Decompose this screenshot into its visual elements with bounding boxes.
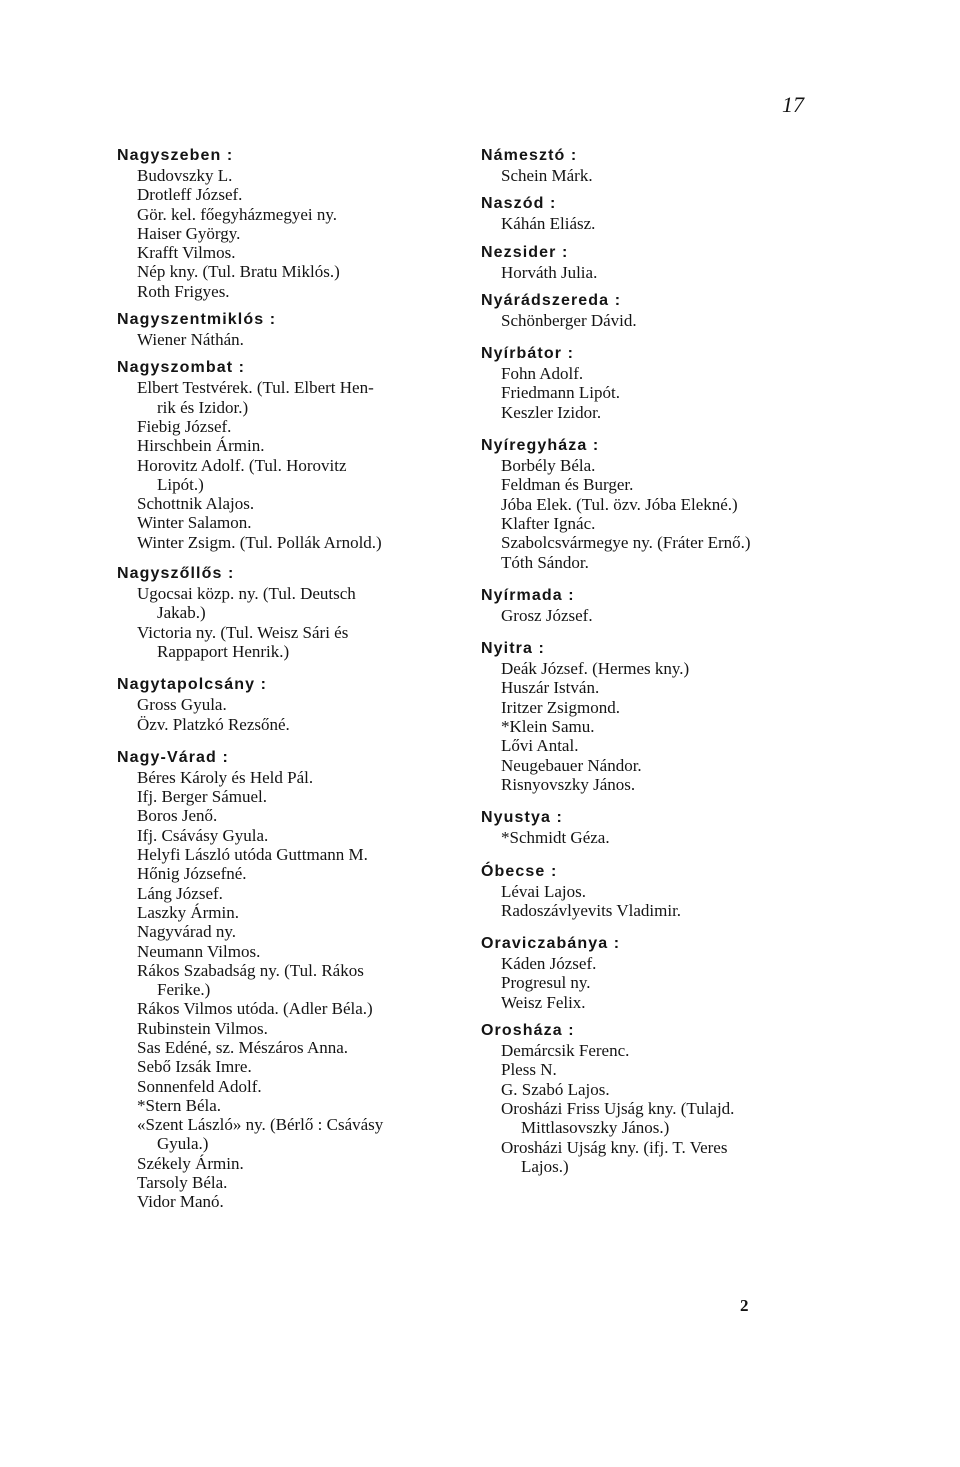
town-heading: Nagyszőllős : [117, 565, 235, 583]
town-heading: Oraviczabánya : [481, 935, 621, 953]
list-item: Boros Jenő. [137, 806, 218, 826]
town-section [117, 146, 477, 301]
town-heading: Nyírbátor : [481, 345, 574, 363]
list-item: Klafter Ignác. [501, 513, 596, 533]
list-item: Helyfi László utóda Guttmann M. [137, 845, 368, 865]
list-item: Deák József. (Hermes kny.) [501, 659, 690, 679]
list-item: Sonnenfeld Adolf. [137, 1076, 262, 1096]
town-section [117, 748, 477, 1212]
town-section [481, 436, 841, 572]
list-item: Winter Salamon. [137, 513, 252, 533]
town-section [481, 808, 841, 847]
entry-list [481, 263, 841, 282]
list-item: Feldman és Burger. [501, 475, 634, 495]
list-item: Orosházi Friss Ujság kny. (Tulajd. [501, 1098, 735, 1118]
list-item: Káhán Eliász. [501, 214, 596, 234]
town-section [481, 586, 841, 625]
town-heading: Nyíregyháza : [481, 437, 600, 455]
list-item: Horovitz Adolf. (Tul. Horovitz [137, 455, 347, 475]
entry-list [481, 166, 841, 185]
list-item: Káden József. [501, 954, 597, 974]
list-item: Drotleff József. [137, 185, 243, 205]
list-item: Tóth Sándor. [501, 552, 589, 572]
list-item: Nép kny. (Tul. Bratu Miklós.) [137, 262, 340, 282]
entry-list [117, 330, 477, 349]
town-section [481, 243, 841, 282]
list-item: *Schmidt Géza. [501, 828, 610, 848]
list-item: G. Szabó Lajos. [501, 1079, 610, 1099]
list-item: Szabolcsvármegye ny. (Fráter Ernő.) [501, 533, 751, 553]
list-item: Ugocsai közp. ny. (Tul. Deutsch [137, 584, 356, 604]
town-section [481, 146, 841, 185]
list-item: «Szent László» ny. (Bérlő : Csávásy [137, 1115, 384, 1135]
list-item: Vidor Manó. [137, 1192, 224, 1212]
town-heading: Nyustya : [481, 809, 563, 827]
list-item: Sebő Izsák Imre. [137, 1057, 252, 1077]
list-item: Tarsoly Béla. [137, 1173, 228, 1193]
list-item: Ifj. Berger Sámuel. [137, 787, 267, 807]
list-item: Grosz József. [501, 605, 593, 625]
list-item: Schönberger Dávid. [501, 310, 637, 330]
town-section [117, 358, 477, 552]
entry-list [117, 166, 477, 301]
town-heading: Nyírmada : [481, 586, 575, 604]
entry-list [481, 214, 841, 233]
list-item: Progresul ny. [501, 973, 591, 993]
list-item: Wiener Náthán. [137, 330, 244, 350]
list-item: Schein Márk. [501, 166, 593, 185]
town-heading: Nagytapolcsány : [117, 676, 268, 694]
town-heading: Nyárádszereda : [481, 291, 622, 309]
right-column [481, 146, 841, 1176]
entry-list [481, 606, 841, 625]
list-item: Orosházi Ujság kny. (ifj. T. Veres [501, 1137, 728, 1157]
list-item: Budovszky L. [137, 166, 233, 185]
entry-list [117, 695, 477, 734]
list-item: Schottnik Alajos. [137, 494, 255, 514]
list-item: Roth Frigyes. [137, 281, 230, 301]
footer-signature-mark: 2 [740, 1296, 749, 1315]
list-item: Sas Edéné, sz. Mészáros Anna. [137, 1037, 349, 1057]
list-item: Haiser György. [137, 223, 241, 243]
list-item: Nagyvárad ny. [137, 922, 236, 942]
list-item: Fiebig József. [137, 416, 232, 436]
list-item: Krafft Vilmos. [137, 243, 236, 263]
town-section [117, 675, 477, 734]
list-item: Borbély Béla. [501, 456, 596, 476]
entry-continuation: Gyula.) [157, 1134, 209, 1154]
list-item: Neugebauer Nándor. [501, 755, 642, 775]
town-section [481, 344, 841, 422]
list-item: Iritzer Zsigmond. [501, 697, 620, 717]
entry-list [481, 311, 841, 330]
list-item: Ifj. Csávásy Gyula. [137, 825, 269, 845]
list-item: Gross Gyula. [137, 695, 227, 715]
list-item: Winter Zsigm. (Tul. Pollák Arnold.) [137, 532, 382, 552]
entry-list [481, 882, 841, 921]
town-heading: Orosháza : [481, 1022, 575, 1040]
list-item: Rákos Szabadság ny. (Tul. Rákos [137, 960, 364, 980]
list-item: Fohn Adolf. [501, 364, 584, 384]
town-heading: Naszód : [481, 195, 557, 213]
town-heading: Nagyszentmiklós : [117, 311, 277, 329]
town-section [481, 194, 841, 233]
list-item: Hirschbein Ármin. [137, 436, 265, 456]
town-heading: Nagy-Várad : [117, 748, 229, 766]
town-heading: Nyitra : [481, 640, 545, 658]
list-item: Özv. Platzkó Rezsőné. [137, 714, 290, 734]
list-item: Rákos Vilmos utóda. (Adler Béla.) [137, 999, 373, 1019]
entry-continuation: Lajos.) [521, 1156, 569, 1176]
town-heading: Nagyszeben : [117, 147, 234, 164]
list-item: Székely Ármin. [137, 1153, 244, 1173]
list-item: Pless N. [501, 1060, 557, 1080]
list-item: Horváth Julia. [501, 262, 598, 282]
entry-list [481, 828, 841, 847]
town-heading: Óbecse : [481, 862, 558, 880]
list-item: Neumann Vilmos. [137, 941, 261, 961]
town-section [481, 862, 841, 921]
list-item: Lővi Antal. [501, 736, 579, 756]
list-item: Risnyovszky János. [501, 774, 636, 794]
list-item: Laszky Ármin. [137, 902, 239, 922]
entry-list [481, 1041, 841, 1176]
entry-list [117, 584, 477, 661]
town-heading: Nagyszombat : [117, 359, 246, 377]
entry-continuation: rik és Izidor.) [157, 397, 249, 417]
entry-list [117, 378, 477, 552]
list-item: Láng József. [137, 883, 223, 903]
list-item: *Klein Samu. [501, 717, 595, 737]
town-section [481, 1021, 841, 1176]
town-heading: Námesztó : [481, 147, 578, 164]
list-item: Béres Károly és Held Pál. [137, 767, 314, 787]
list-item: Demárcsik Ferenc. [501, 1041, 630, 1061]
list-item: Rubinstein Vilmos. [137, 1018, 268, 1038]
town-heading: Nezsider : [481, 243, 569, 261]
entry-list [117, 768, 477, 1212]
entry-continuation: Ferike.) [157, 980, 211, 1000]
list-item: Friedmann Lipót. [501, 383, 620, 403]
entry-continuation: Rappaport Henrik.) [157, 641, 290, 661]
list-item: Jóba Elek. (Tul. özv. Jóba Elekné.) [501, 494, 738, 514]
list-item: Gör. kel. főegyházmegyei ny. [137, 204, 337, 224]
town-section [481, 934, 841, 1012]
entry-continuation: Lipót.) [157, 474, 204, 494]
page-number: 17 [782, 92, 804, 117]
list-item: Weisz Felix. [501, 992, 586, 1012]
town-section [117, 310, 477, 349]
town-section [117, 564, 477, 661]
entry-continuation: Mittlasovszky János.) [521, 1118, 670, 1138]
town-section [481, 291, 841, 330]
entry-list [481, 659, 841, 794]
entry-continuation: Jakab.) [157, 603, 206, 623]
list-item: Keszler Izidor. [501, 402, 602, 422]
entry-list [481, 456, 841, 572]
left-column [117, 146, 477, 1212]
list-item: Hőnig Józsefné. [137, 864, 247, 884]
entry-list [481, 954, 841, 1012]
list-item: Victoria ny. (Tul. Weisz Sári és [137, 622, 349, 642]
list-item: Radoszávlyevits Vladimir. [501, 900, 682, 920]
list-item: Lévai Lajos. [501, 881, 586, 901]
entry-list [481, 364, 841, 422]
list-item: Elbert Testvérek. (Tul. Elbert Hen- [137, 378, 374, 398]
list-item: *Stern Béla. [137, 1095, 222, 1115]
list-item: Huszár István. [501, 678, 600, 698]
town-section [481, 639, 841, 794]
